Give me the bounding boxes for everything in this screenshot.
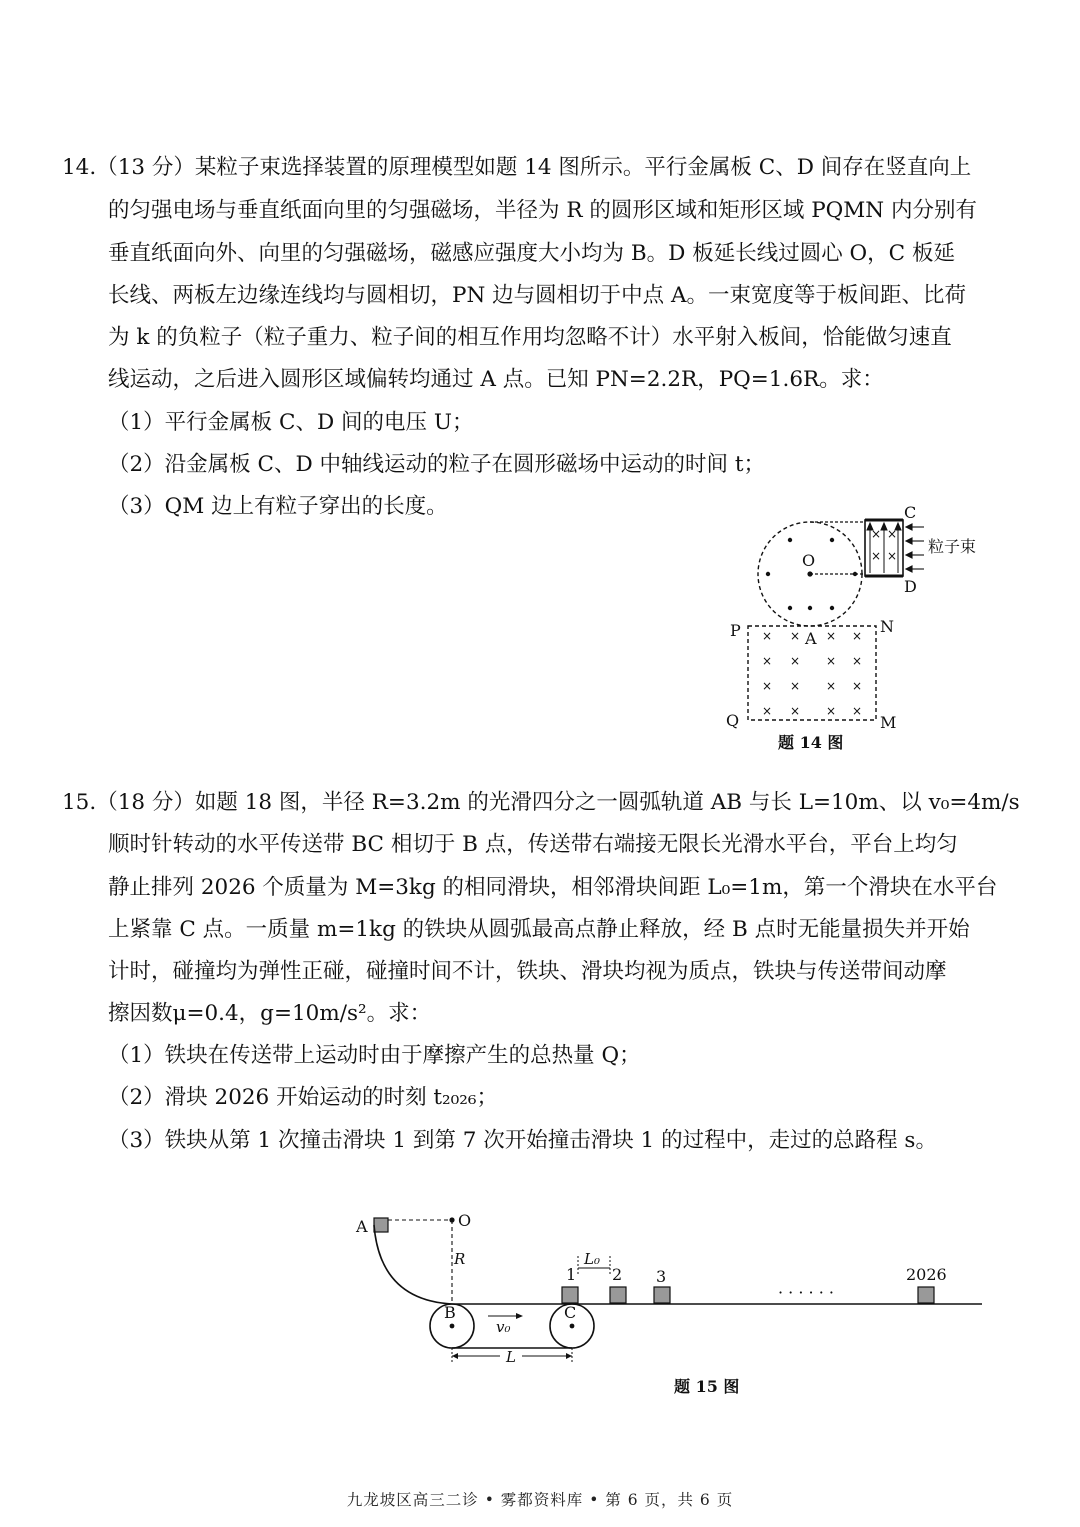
svg-text:×: × [790,629,801,643]
center-o15-dot [449,1217,454,1222]
label-l: L [506,1348,516,1366]
svg-text:×: × [762,679,773,693]
svg-text:×: × [852,629,863,643]
q15-sub-3: （3）铁块从第 1 次撞击滑块 1 到第 7 次开始撞击滑块 1 的过程中，走过的总路程 s。 [108,1128,937,1153]
label-c15: C [564,1303,577,1322]
label-a: A [805,629,817,648]
label-2026: 2026 [906,1265,947,1284]
svg-text:×: × [852,654,863,668]
arc-track [374,1225,452,1304]
label-p: P [730,621,741,640]
q15-line-6: 擦因数μ=0.4，g=10m/s²。求： [108,1001,432,1026]
label-r: R [454,1250,466,1268]
dim-l-arrow-left [452,1353,458,1359]
label-o15: O [458,1211,472,1230]
svg-text:×: × [762,629,773,643]
label-l0: L₀ [584,1250,600,1268]
slider-3 [654,1287,670,1303]
iron-block [374,1218,388,1232]
dots: · · · · · · [778,1283,834,1302]
figure-14-caption: 题 14 图 [778,733,844,752]
label-c: C [904,503,917,522]
svg-text:×: × [887,549,898,563]
label-beam: 粒子束 [928,537,977,556]
beam-arrows [906,524,924,572]
q14-sub-3: （3）QM 边上有粒子穿出的长度。 [108,494,448,519]
q15-line-2: 顺时针转动的水平传送带 BC 相切于 B 点，传送带右端接无限长光滑水平台，平台上均匀 [108,832,958,857]
svg-text:×: × [852,704,863,718]
dim-l-arrow-right [566,1353,572,1359]
label-a15: A [356,1217,368,1236]
q14-line-6: 线运动，之后进入圆形区域偏转均通过 A 点。已知 PN=2.2R，PQ=1.6R。求： [108,367,884,392]
q15-sub-1: （1）铁块在传送带上运动时由于摩擦产生的总热量 Q； [108,1043,641,1068]
q14-line-2: 的匀强电场与垂直纸面向里的匀强磁场，半径为 R 的圆形区域和矩形区域 PQMN 内分别有 [108,198,977,223]
slider-2 [610,1287,626,1303]
svg-text:×: × [790,679,801,693]
svg-text:×: × [790,654,801,668]
figure-15-caption: 题 15 图 [674,1377,740,1396]
svg-text:×: × [762,704,773,718]
label-q: Q [726,711,740,730]
label-m: M [880,713,897,732]
q14-line-1: 14.（13 分）某粒子束选择装置的原理模型如题 14 图所示。平行金属板 C、D 间存在竖直向上 [62,155,972,180]
svg-text:×: × [887,527,898,541]
v0-arrowhead [516,1313,523,1319]
svg-text:×: × [790,704,801,718]
label-b: B [444,1303,456,1322]
q15-line-4: 上紧靠 C 点。一质量 m=1kg 的铁块从圆弧最高点静止释放，经 B 点时无能量损失并开始 [108,917,970,942]
page-footer: 九龙坡区高三二诊 • 雾都资料库 • 第 6 页，共 6 页 [346,1491,734,1509]
label-v0: v₀ [496,1318,511,1336]
svg-text:×: × [826,704,837,718]
figure-15 [340,1200,1000,1410]
q14-line-3: 垂直纸面向外、向里的匀强磁场，磁感应强度大小均为 B。D 板延长线过圆心 O，C 板延 [108,241,955,266]
label-n: N [880,617,894,636]
svg-text:×: × [826,679,837,693]
label-2: 2 [612,1265,623,1284]
svg-text:×: × [762,654,773,668]
q14-line-5: 为 k 的负粒子（粒子重力、粒子间的相互作用均忽略不计）水平射入板间，恰能做匀速直 [108,325,952,350]
slider-2026 [918,1287,934,1303]
svg-text:×: × [871,549,882,563]
label-o: O [802,551,816,570]
q14-sub-1: （1）平行金属板 C、D 间的电压 U； [108,410,474,435]
q15-line-3: 静止排列 2026 个质量为 M=3kg 的相同滑块，相邻滑块间距 L₀=1m，第一个滑块在水平台 [108,875,998,900]
slider-1 [562,1287,578,1303]
figure-14 [720,500,1020,760]
svg-text:×: × [826,629,837,643]
wheel-b-axle [450,1324,455,1329]
svg-text:×: × [852,679,863,693]
q15-sub-2: （2）滑块 2026 开始运动的时刻 t₂₀₂₆； [108,1085,499,1110]
q15-line-1: 15.（18 分）如题 18 图，半径 R=3.2m 的光滑四分之一圆弧轨道 AB 与长 L=10m、以 v₀=4m/s [62,790,1020,815]
label-3: 3 [656,1267,667,1286]
svg-text:×: × [871,527,882,541]
q14-line-4: 长线、两板左边缘连线均与圆相切，PN 边与圆相切于中点 A。一束宽度等于板间距、比荷 [108,283,966,308]
q15-line-5: 计时，碰撞均为弹性正碰，碰撞时间不计，铁块、滑块均视为质点，铁块与传送带间动摩 [108,959,947,984]
label-d: D [904,577,917,596]
label-1: 1 [566,1265,577,1284]
q14-sub-2: （2）沿金属板 C、D 中轴线运动的粒子在圆形磁场中运动的时间 t； [108,452,766,477]
svg-text:×: × [826,654,837,668]
wheel-c-axle [570,1324,575,1329]
